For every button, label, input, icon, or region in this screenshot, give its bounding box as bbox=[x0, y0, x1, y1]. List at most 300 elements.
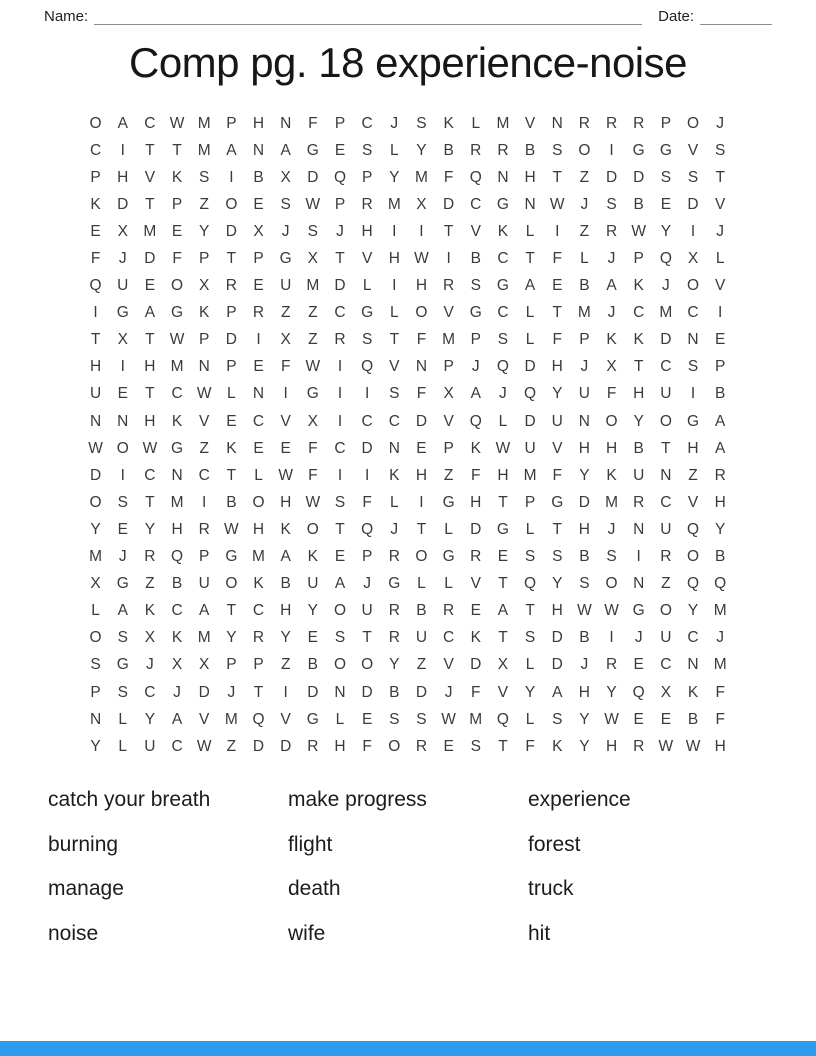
grid-row bbox=[82, 652, 734, 679]
grid-letter: B bbox=[579, 629, 590, 647]
grid-letter: Q bbox=[686, 575, 700, 593]
grid-letter: I bbox=[364, 385, 370, 403]
grid-letter: M bbox=[442, 331, 456, 349]
grid-letter: C bbox=[144, 114, 156, 132]
grid-letter: D bbox=[578, 493, 590, 511]
grid-letter: S bbox=[660, 168, 672, 186]
grid-letter: H bbox=[280, 493, 292, 511]
grid-letter: X bbox=[660, 683, 672, 701]
grid-letter: E bbox=[552, 277, 563, 295]
grid-letter: K bbox=[171, 629, 183, 647]
grid-letter: S bbox=[715, 141, 726, 159]
grid-letter: M bbox=[89, 548, 103, 566]
grid-letter: D bbox=[144, 250, 156, 268]
grid-letter: C bbox=[388, 412, 400, 430]
grid-letter: D bbox=[307, 683, 319, 701]
grid-letter: D bbox=[443, 195, 455, 213]
grid-letter: N bbox=[633, 575, 645, 593]
grid-letter: C bbox=[660, 358, 672, 376]
grid-letter: R bbox=[443, 277, 455, 295]
grid-letter: L bbox=[525, 222, 535, 240]
grid-letter: P bbox=[715, 358, 726, 376]
grid-letter: L bbox=[444, 520, 453, 538]
grid-letter: D bbox=[470, 520, 482, 538]
grid-letter: N bbox=[687, 656, 699, 674]
grid-letter: O bbox=[225, 575, 238, 593]
grid-letter: E bbox=[334, 141, 346, 159]
grid-letter: J bbox=[716, 222, 725, 240]
grid-letter: V bbox=[715, 195, 726, 213]
grid-letter: J bbox=[390, 114, 399, 132]
grid-row bbox=[82, 354, 734, 381]
grid-letter: V bbox=[524, 114, 536, 132]
grid-letter: Y bbox=[687, 602, 699, 620]
grid-row bbox=[82, 191, 734, 218]
grid-letter: I bbox=[120, 141, 125, 159]
grid-letter: H bbox=[334, 737, 346, 755]
grid-letter: L bbox=[227, 385, 236, 403]
word-list-item: forest bbox=[528, 832, 581, 856]
grid-letter: P bbox=[443, 439, 454, 457]
grid-letter: P bbox=[579, 331, 590, 349]
grid-letter: I bbox=[609, 141, 614, 159]
grid-letter: G bbox=[306, 385, 319, 403]
grid-letter: U bbox=[578, 385, 590, 403]
grid-letter: E bbox=[280, 439, 291, 457]
grid-letter: E bbox=[633, 656, 644, 674]
grid-letter: W bbox=[577, 602, 592, 620]
grid-letter: C bbox=[470, 195, 482, 213]
grid-letter: R bbox=[361, 195, 373, 213]
grid-row bbox=[82, 571, 734, 598]
grid-letter: Z bbox=[226, 737, 237, 755]
grid-letter: C bbox=[171, 602, 183, 620]
grid-letter: V bbox=[687, 493, 699, 511]
grid-letter: T bbox=[226, 250, 237, 268]
grid-letter: Y bbox=[144, 520, 156, 538]
grid-letter: R bbox=[578, 114, 590, 132]
grid-letter: K bbox=[171, 412, 183, 430]
grid-letter: S bbox=[389, 385, 400, 403]
grid-letter: W bbox=[305, 493, 321, 511]
grid-letter: T bbox=[145, 141, 155, 159]
grid-letter: Y bbox=[416, 141, 427, 159]
grid-letter: B bbox=[715, 385, 726, 403]
grid-letter: M bbox=[197, 629, 211, 647]
grid-letter: H bbox=[415, 466, 428, 484]
grid-letter: Q bbox=[632, 683, 645, 701]
grid-letter: C bbox=[252, 412, 265, 430]
grid-letter: D bbox=[252, 737, 265, 755]
word-list-item: hit bbox=[528, 921, 551, 945]
grid-letter: W bbox=[549, 195, 565, 213]
grid-letter: T bbox=[362, 629, 372, 647]
grid-letter: E bbox=[334, 548, 346, 566]
name-label: Name: bbox=[44, 8, 89, 25]
grid-letter: U bbox=[89, 385, 102, 403]
grid-letter: B bbox=[579, 277, 590, 295]
grid-letter: W bbox=[196, 385, 212, 403]
grid-letter: H bbox=[578, 520, 590, 538]
grid-letter: I bbox=[392, 277, 397, 295]
grid-row bbox=[82, 327, 734, 354]
grid-letter: G bbox=[496, 277, 509, 295]
grid-letter: K bbox=[470, 629, 481, 647]
grid-letter: T bbox=[552, 520, 562, 538]
grid-letter: K bbox=[687, 683, 699, 701]
grid-letter: N bbox=[633, 520, 645, 538]
grid-letter: A bbox=[280, 548, 291, 566]
grid-letter: J bbox=[499, 385, 507, 403]
grid-letter: G bbox=[116, 304, 129, 322]
grid-letter: S bbox=[90, 656, 101, 674]
grid-letter: V bbox=[470, 575, 481, 593]
grid-row bbox=[82, 706, 734, 733]
grid-letter: O bbox=[605, 412, 618, 430]
grid-letter: Y bbox=[389, 656, 400, 674]
grid-letter: V bbox=[361, 250, 373, 268]
grid-letter: R bbox=[415, 737, 428, 755]
grid-letter: P bbox=[199, 331, 210, 349]
grid-letter: Q bbox=[496, 710, 509, 728]
grid-letter: O bbox=[388, 737, 401, 755]
grid-letter: C bbox=[89, 141, 102, 159]
grid-letter: D bbox=[225, 331, 237, 349]
grid-letter: X bbox=[253, 222, 264, 240]
grid-letter: E bbox=[117, 520, 128, 538]
grid-letter: R bbox=[714, 466, 726, 484]
grid-letter: P bbox=[226, 358, 237, 376]
grid-letter: T bbox=[145, 331, 155, 349]
grid-letter: K bbox=[606, 466, 617, 484]
grid-letter: H bbox=[714, 737, 726, 755]
grid-letter: R bbox=[334, 331, 346, 349]
grid-letter: I bbox=[337, 412, 343, 430]
grid-letter: E bbox=[633, 710, 644, 728]
grid-letter: O bbox=[89, 629, 102, 647]
grid-letter: D bbox=[334, 277, 346, 295]
word-list bbox=[48, 787, 768, 965]
grid-letter: D bbox=[524, 412, 536, 430]
grid-letter: R bbox=[633, 737, 645, 755]
grid-letter: Q bbox=[361, 520, 374, 538]
grid-letter: X bbox=[199, 277, 210, 295]
grid-letter: V bbox=[280, 412, 291, 430]
grid-row bbox=[82, 544, 734, 571]
word-list-item: truck bbox=[528, 877, 574, 901]
grid-letter: J bbox=[118, 548, 127, 566]
grid-letter: S bbox=[687, 358, 699, 376]
grid-letter: X bbox=[199, 656, 210, 674]
grid-letter: Z bbox=[280, 304, 291, 322]
grid-letter: X bbox=[307, 412, 318, 430]
grid-letter: A bbox=[280, 141, 291, 159]
grid-letter: K bbox=[171, 168, 183, 186]
grid-letter: J bbox=[580, 195, 589, 213]
grid-letter: V bbox=[497, 683, 509, 701]
grid-letter: N bbox=[524, 195, 536, 213]
grid-letter: P bbox=[199, 548, 210, 566]
grid-letter: R bbox=[470, 548, 482, 566]
grid-letter: V bbox=[687, 141, 699, 159]
grid-letter: F bbox=[362, 493, 372, 511]
grid-letter: G bbox=[496, 195, 509, 213]
grid-letter: W bbox=[278, 466, 293, 484]
grid-letter: N bbox=[89, 412, 102, 430]
grid-letter: Q bbox=[524, 575, 537, 593]
grid-letter: P bbox=[470, 331, 481, 349]
grid-letter: G bbox=[171, 304, 184, 322]
grid-row bbox=[82, 273, 734, 300]
grid-letter: Z bbox=[199, 195, 209, 213]
grid-letter: S bbox=[334, 493, 346, 511]
grid-letter: C bbox=[334, 439, 346, 457]
word-list-item: catch your breath bbox=[48, 788, 211, 812]
grid-letter: Y bbox=[579, 710, 590, 728]
date-label: Date: bbox=[658, 8, 694, 25]
grid-letter: F bbox=[308, 114, 318, 132]
grid-letter: T bbox=[525, 602, 535, 620]
grid-letter: C bbox=[171, 737, 183, 755]
grid-letter: I bbox=[337, 385, 343, 403]
grid-letter: D bbox=[633, 168, 645, 186]
grid-letter: H bbox=[551, 602, 563, 620]
grid-letter: P bbox=[226, 656, 237, 674]
grid-letter: J bbox=[390, 520, 399, 538]
grid-letter: F bbox=[416, 385, 427, 403]
grid-letter: L bbox=[580, 250, 589, 268]
grid-letter: U bbox=[415, 629, 428, 647]
grid-letter: R bbox=[307, 737, 319, 755]
grid-letter: L bbox=[525, 710, 535, 728]
grid-letter: F bbox=[552, 466, 562, 484]
grid-letter: A bbox=[334, 575, 346, 593]
grid-letter: X bbox=[117, 331, 128, 349]
grid-letter: O bbox=[686, 277, 700, 295]
grid-letter: Y bbox=[552, 385, 563, 403]
grid-letter: B bbox=[226, 493, 237, 511]
date-fill-line bbox=[700, 9, 772, 25]
grid-letter: W bbox=[495, 439, 511, 457]
word-list-item: flight bbox=[288, 832, 333, 856]
grid-letter: O bbox=[89, 114, 102, 132]
grid-letter: R bbox=[443, 602, 455, 620]
grid-letter: R bbox=[144, 548, 156, 566]
grid-letter: D bbox=[361, 683, 373, 701]
grid-letter: A bbox=[470, 385, 481, 403]
grid-letter: T bbox=[226, 602, 237, 620]
grid-letter: V bbox=[144, 168, 156, 186]
grid-letter: A bbox=[552, 683, 563, 701]
grid-letter: R bbox=[198, 520, 210, 538]
grid-letter: K bbox=[307, 548, 318, 566]
grid-letter: O bbox=[89, 493, 102, 511]
grid-letter: K bbox=[470, 439, 481, 457]
grid-letter: L bbox=[525, 331, 535, 349]
grid-letter: E bbox=[443, 737, 454, 755]
grid-letter: E bbox=[307, 629, 318, 647]
grid-letter: M bbox=[224, 710, 238, 728]
grid-letter: G bbox=[632, 141, 645, 159]
grid-letter: N bbox=[687, 331, 699, 349]
grid-letter: S bbox=[524, 548, 536, 566]
grid-letter: G bbox=[361, 304, 374, 322]
grid-letter: Z bbox=[688, 466, 698, 484]
grid-letter: T bbox=[226, 466, 237, 484]
grid-letter: Y bbox=[524, 683, 536, 701]
grid-letter: R bbox=[252, 304, 265, 322]
grid-letter: Q bbox=[333, 168, 347, 186]
grid-letter: F bbox=[606, 385, 617, 403]
grid-letter: O bbox=[578, 141, 591, 159]
grid-letter: B bbox=[470, 250, 481, 268]
grid-letter: R bbox=[633, 114, 645, 132]
grid-letter: H bbox=[415, 277, 428, 295]
grid-letter: T bbox=[552, 304, 562, 322]
grid-letter: S bbox=[361, 141, 373, 159]
grid-letter: R bbox=[497, 141, 509, 159]
grid-letter: E bbox=[226, 412, 237, 430]
grid-letter: M bbox=[252, 548, 265, 566]
grid-row bbox=[82, 218, 734, 245]
grid-letter: P bbox=[334, 114, 346, 132]
grid-letter: M bbox=[659, 304, 673, 322]
grid-letter: U bbox=[280, 277, 292, 295]
grid-letter: O bbox=[415, 548, 428, 566]
grid-letter: O bbox=[252, 493, 265, 511]
grid-letter: E bbox=[253, 277, 264, 295]
word-list-item: manage bbox=[48, 877, 124, 901]
grid-letter: S bbox=[470, 277, 481, 295]
grid-letter: R bbox=[388, 548, 400, 566]
grid-letter: E bbox=[253, 439, 264, 457]
grid-letter: Q bbox=[252, 710, 265, 728]
grid-letter: U bbox=[117, 277, 129, 295]
grid-letter: C bbox=[144, 683, 156, 701]
grid-letter: H bbox=[605, 439, 618, 457]
grid-letter: Y bbox=[660, 222, 672, 240]
grid-letter: N bbox=[117, 412, 129, 430]
grid-letter: M bbox=[523, 466, 537, 484]
grid-letter: L bbox=[389, 141, 399, 159]
grid-letter: H bbox=[524, 168, 536, 186]
grid-letter: V bbox=[470, 222, 481, 240]
word-search-grid bbox=[82, 110, 734, 760]
grid-letter: U bbox=[144, 737, 156, 755]
grid-letter: E bbox=[253, 358, 264, 376]
grid-letter: L bbox=[389, 304, 399, 322]
grid-letter: M bbox=[577, 304, 591, 322]
grid-letter: N bbox=[578, 412, 590, 430]
grid-letter: H bbox=[117, 168, 129, 186]
grid-letter: C bbox=[633, 304, 645, 322]
grid-letter: H bbox=[605, 737, 618, 755]
grid-letter: J bbox=[281, 222, 290, 240]
grid-letter: Y bbox=[389, 168, 400, 186]
grid-letter: Y bbox=[90, 737, 101, 755]
grid-letter: N bbox=[388, 439, 400, 457]
grid-letter: Y bbox=[579, 466, 590, 484]
grid-letter: B bbox=[389, 683, 400, 701]
grid-letter: A bbox=[524, 277, 536, 295]
grid-letter: F bbox=[715, 710, 725, 728]
grid-letter: J bbox=[607, 250, 616, 268]
grid-letter: B bbox=[715, 548, 726, 566]
grid-letter: T bbox=[389, 331, 400, 349]
grid-letter: S bbox=[416, 710, 427, 728]
grid-letter: M bbox=[387, 195, 401, 213]
grid-letter: T bbox=[145, 195, 155, 213]
grid-letter: L bbox=[444, 575, 453, 593]
grid-letter: F bbox=[90, 250, 101, 268]
grid-letter: Q bbox=[89, 277, 102, 295]
grid-letter: W bbox=[604, 602, 619, 620]
grid-letter: L bbox=[417, 575, 426, 593]
grid-letter: Y bbox=[579, 737, 590, 755]
grid-letter: Q bbox=[714, 575, 727, 593]
grid-letter: P bbox=[226, 304, 237, 322]
grid-letter: P bbox=[90, 168, 101, 186]
grid-letter: I bbox=[256, 331, 261, 349]
grid-letter: T bbox=[498, 493, 508, 511]
grid-row bbox=[82, 245, 734, 272]
grid-letter: U bbox=[524, 439, 536, 457]
header bbox=[0, 0, 816, 27]
grid-letter: W bbox=[658, 737, 674, 755]
grid-letter: M bbox=[713, 656, 727, 674]
grid-letter: D bbox=[687, 195, 699, 213]
grid-letter: O bbox=[333, 602, 347, 620]
grid-letter: Z bbox=[308, 304, 318, 322]
grid-letter: K bbox=[606, 331, 617, 349]
grid-letter: B bbox=[253, 168, 264, 186]
grid-letter: S bbox=[117, 629, 128, 647]
grid-letter: J bbox=[661, 277, 670, 295]
grid-letter: O bbox=[605, 575, 618, 593]
grid-letter: L bbox=[715, 250, 725, 268]
grid-letter: S bbox=[497, 331, 509, 349]
grid-letter: C bbox=[361, 114, 373, 132]
grid-row bbox=[82, 489, 734, 516]
grid-letter: K bbox=[633, 331, 644, 349]
grid-letter: F bbox=[715, 683, 725, 701]
grid-letter: X bbox=[90, 575, 101, 593]
grid-letter: O bbox=[171, 277, 184, 295]
grid-letter: L bbox=[525, 304, 535, 322]
grid-letter: A bbox=[715, 439, 726, 457]
grid-letter: C bbox=[687, 629, 699, 647]
grid-letter: D bbox=[198, 683, 210, 701]
grid-letter: I bbox=[337, 466, 343, 484]
grid-letter: Q bbox=[659, 250, 672, 268]
grid-letter: I bbox=[419, 222, 424, 240]
grid-letter: D bbox=[524, 358, 536, 376]
page-title: Comp pg. 18 experience-noise bbox=[128, 39, 687, 86]
grid-letter: K bbox=[633, 277, 644, 295]
grid-letter: H bbox=[144, 358, 156, 376]
grid-letter: L bbox=[254, 466, 263, 484]
grid-letter: O bbox=[361, 656, 374, 674]
grid-letter: E bbox=[416, 439, 427, 457]
grid-letter: I bbox=[229, 168, 234, 186]
grid-letter: U bbox=[660, 520, 672, 538]
grid-row bbox=[82, 598, 734, 625]
grid-letter: J bbox=[444, 683, 453, 701]
grid-letter: A bbox=[171, 710, 183, 728]
grid-letter: Z bbox=[443, 466, 454, 484]
grid-letter: D bbox=[551, 656, 563, 674]
grid-letter: L bbox=[389, 493, 399, 511]
